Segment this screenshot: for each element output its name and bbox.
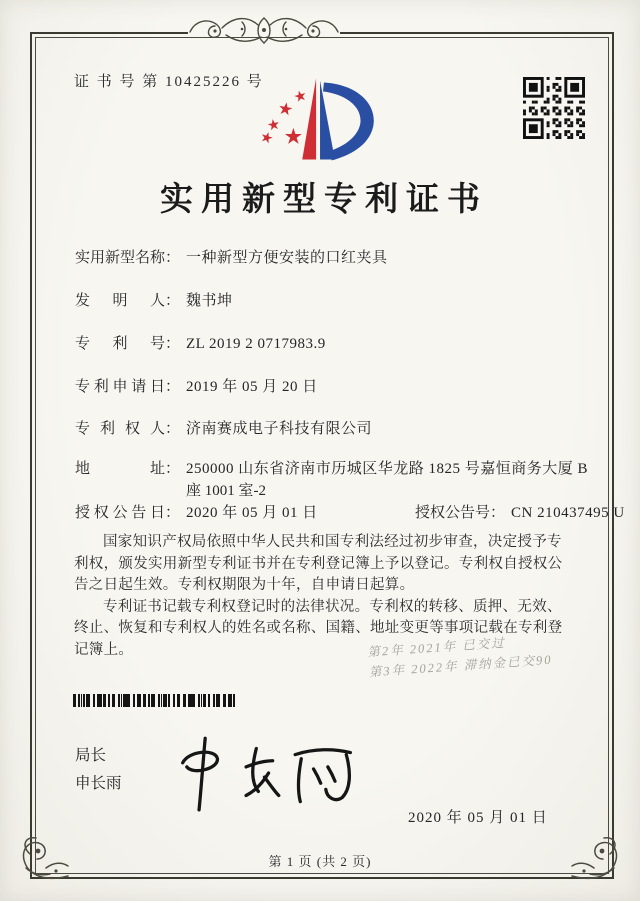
field-utility-model-name <box>75 246 388 267</box>
legal-paragraph-1: 国家知识产权局依照中华人民共和国专利法经过初步审查，决定授予专利权，颁发实用新型专利证书并在专利登记簿上予以登记。专利权自授权公告之日起生效。专利权期限为十年，自申请日起算。 <box>74 534 563 593</box>
field-value: 济南赛成电子科技有限公司 <box>186 421 373 437</box>
cnipa-emblem-icon <box>248 68 396 168</box>
top-center-flourish-icon <box>182 12 346 50</box>
qr-code-icon <box>523 77 585 139</box>
handwritten-note-line1: 第2年 2021年 已交过 <box>367 635 507 660</box>
field-patent-number <box>75 332 326 353</box>
field-colon: ： <box>165 379 181 395</box>
field-colon: ： <box>165 505 181 521</box>
grant-date-value: 2020 年 05 月 01 日 <box>186 505 318 521</box>
field-grant-row <box>75 501 625 522</box>
field-colon: ： <box>165 461 181 477</box>
issue-date: 2020 年 05 月 01 日 <box>408 810 548 826</box>
field-colon: ： <box>165 421 181 437</box>
field-filing-date <box>75 375 318 396</box>
handwritten-note-line2: 第3年 2022年 滞纳金已交90 <box>368 652 553 680</box>
signer-block <box>75 742 122 798</box>
field-colon: ： <box>165 250 181 266</box>
field-address <box>75 457 588 478</box>
field-label: 授权公告号 <box>415 505 491 521</box>
field-inventor <box>75 289 233 310</box>
field-colon: ： <box>490 505 506 521</box>
field-value: 2019 年 05 月 20 日 <box>186 379 318 395</box>
field-grant-number <box>415 501 625 522</box>
barcode-icon <box>73 694 238 707</box>
field-colon: ： <box>165 293 181 309</box>
field-value-line1: 250000 山东省济南市历城区华龙路 1825 号嘉恒商务大厦 B <box>186 461 589 477</box>
page-footer: 第 1 页 (共 2 页) <box>268 854 372 869</box>
legal-paragraph-2: 专利证书记载专利权登记时的法律状况。专利权的转移、质押、无效、终止、恢复和专利权人的姓名或名称、国籍、地址变更等事项记载在专利登记簿上。 <box>74 598 563 658</box>
field-address-line2: 座 1001 室-2 <box>186 483 266 499</box>
certificate-number: 证 书 号 第 10425226 号 <box>74 74 264 90</box>
signer-name: 申长雨 <box>75 775 122 792</box>
field-value: 一种新型方便安装的口红夹具 <box>186 250 388 266</box>
field-value: 魏书坤 <box>186 293 233 309</box>
grant-number-value: CN 210437495 U <box>511 505 625 521</box>
field-label: 发明人 <box>75 293 165 309</box>
field-label: 授权公告日 <box>75 505 165 521</box>
field-label: 地址 <box>75 461 165 477</box>
field-label: 专利申请日 <box>75 379 165 395</box>
field-patentee <box>75 417 372 438</box>
signer-title: 局长 <box>75 747 107 764</box>
field-value: ZL 2019 2 0717983.9 <box>186 336 326 352</box>
field-colon: ： <box>165 336 181 352</box>
field-label: 专利号 <box>75 336 165 352</box>
certificate-title: 实用新型专利证书 <box>160 182 488 218</box>
signature-handwriting-icon <box>158 726 373 818</box>
field-label: 实用新型名称 <box>75 250 166 266</box>
field-label: 专利权人 <box>75 421 165 437</box>
